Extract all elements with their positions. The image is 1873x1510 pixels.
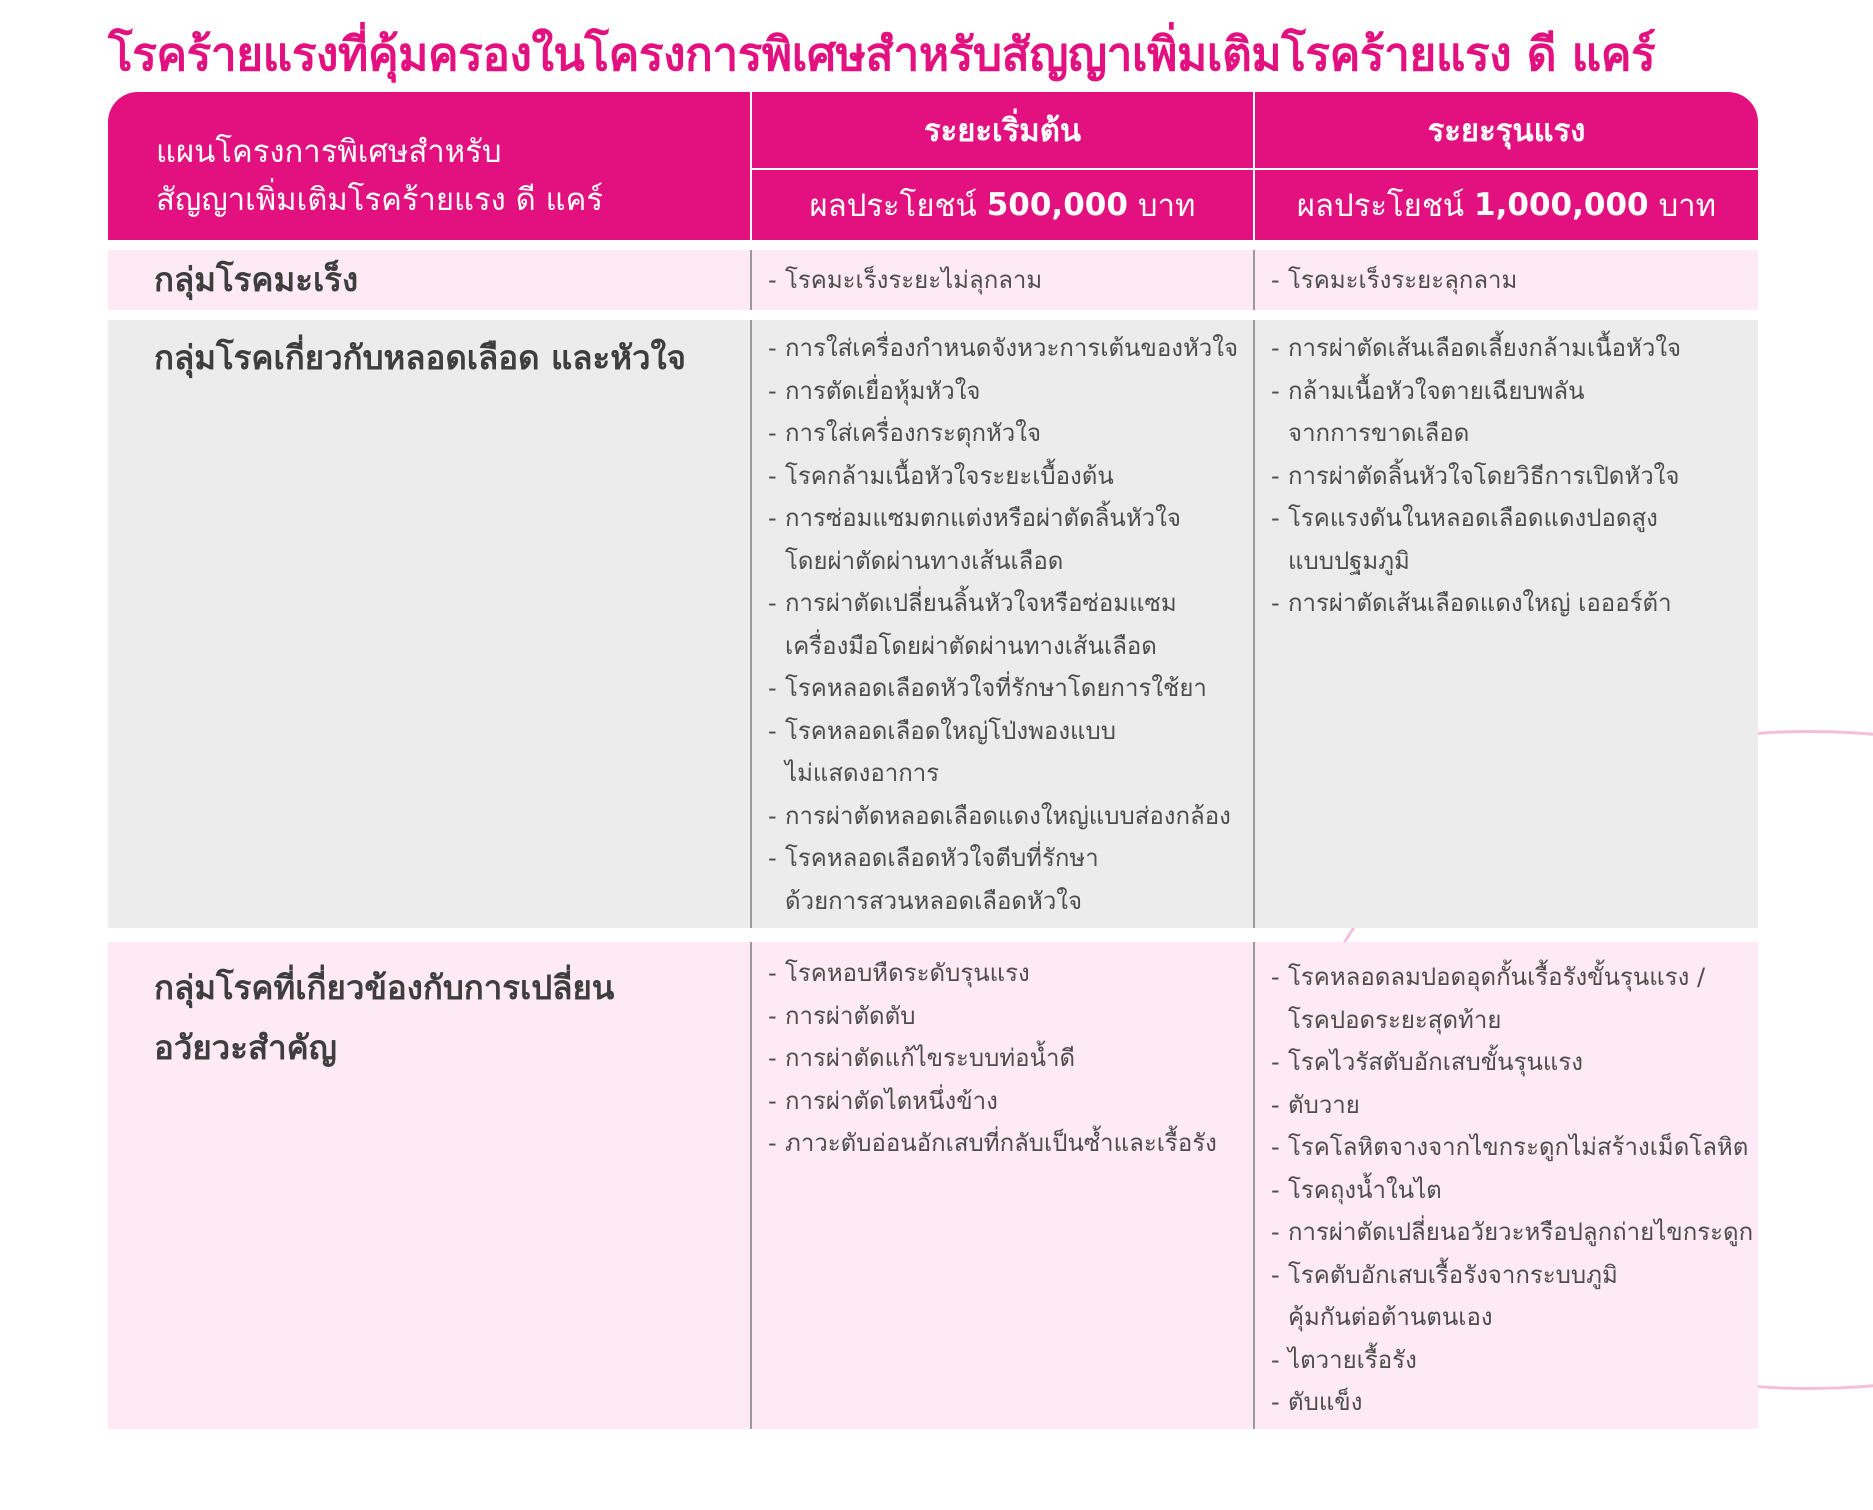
column-divider: [750, 320, 752, 928]
group-title: [154, 250, 714, 310]
early-stage-benefit: [752, 170, 1253, 240]
list-item: - การผ่าตัดลิ้นหัวใจโดยวิธีการเปิดหัวใจ: [1271, 455, 1681, 498]
group-row-organ: [108, 942, 1758, 1429]
group-row-cancer: [108, 250, 1758, 310]
list-item: - โรคหอบหืดระดับรุนแรง: [768, 952, 1217, 995]
list-item: - โรคมะเร็งระยะไม่ลุกลาม: [768, 259, 1042, 302]
list-item: - การผ่าตัดหลอดเลือดแดงใหญ่แบบส่องกล้อง: [768, 795, 1238, 838]
severe-stage-header: ระยะรุนแรง: [1427, 113, 1586, 149]
benefit-amount: 500,000: [986, 187, 1128, 223]
list-item: - การผ่าตัดแก้ไขระบบท่อน้ำดี: [768, 1037, 1217, 1080]
group-title-line: กลุ่มโรคมะเร็ง: [154, 260, 359, 299]
column-divider: [750, 942, 752, 1429]
list-item: - โรคหลอดเลือดใหญ่โป่งพองแบบ ไม่แสดงอาการ: [768, 710, 1238, 795]
group-row-cardiovascular: [108, 320, 1758, 928]
list-item: - โรคหลอดลมปอดอุดกั้นเรื้อรังขั้นรุนแรง / โรคปอดระยะสุดท้าย: [1271, 956, 1753, 1041]
column-divider: [1253, 250, 1255, 310]
list-item: - โรคมะเร็งระยะลุกลาม: [1271, 259, 1517, 302]
plan-header-line: สัญญาเพิ่มเติมโรคร้ายแรง ดี แคร์: [156, 182, 604, 218]
list-item: - โรคกล้ามเนื้อหัวใจระยะเบื้องต้น: [768, 455, 1238, 498]
list-item: - โรคไวรัสตับอักเสบขั้นรุนแรง: [1271, 1041, 1753, 1084]
plan-header: [156, 128, 716, 224]
benefit-prefix: ผลประโยชน์: [809, 188, 977, 224]
benefit-amount: 1,000,000: [1474, 187, 1649, 223]
table-header: [108, 92, 1758, 240]
group-title: [154, 958, 714, 1078]
page-title: โรคร้ายแรงที่คุ้มครองในโครงการพิเศษสำหรับสัญญาเพิ่มเติมโรคร้ายแรง ดี แคร์: [108, 27, 1656, 81]
list-item: - โรคถุงน้ำในไต: [1271, 1169, 1753, 1212]
benefit-unit: บาท: [1137, 188, 1196, 224]
benefit-prefix: ผลประโยชน์: [1296, 188, 1465, 224]
list-item: - การผ่าตัดไตหนึ่งข้าง: [768, 1080, 1217, 1123]
severe-stage-benefit: [1255, 170, 1758, 240]
list-item: - ไตวายเรื้อรัง: [1271, 1339, 1753, 1382]
list-item: - ภาวะตับอ่อนอักเสบที่กลับเป็นซ้ำและเรื้อรัง: [768, 1122, 1217, 1165]
list-item: - การตัดเยื่อหุ้มหัวใจ: [768, 370, 1238, 413]
early-stage-list: [768, 259, 1042, 302]
coverage-table: [108, 92, 1758, 1429]
early-stage-list: [768, 952, 1217, 1165]
plan-header-line: แผนโครงการพิเศษสำหรับ: [156, 134, 502, 170]
group-title: [154, 328, 714, 388]
column-divider: [1253, 942, 1255, 1429]
early-stage-list: [768, 327, 1238, 922]
list-item: - การผ่าตัดเส้นเลือดเลี้ยงกล้ามเนื้อหัวใจ: [1271, 327, 1681, 370]
list-item: - โรคโลหิตจางจากไขกระดูกไม่สร้างเม็ดโลหิต: [1271, 1126, 1753, 1169]
column-divider: [750, 250, 752, 310]
list-item: - การผ่าตัดตับ: [768, 995, 1217, 1038]
severe-stage-list: [1271, 259, 1517, 302]
group-title-line: กลุ่มโรคที่เกี่ยวข้องกับการเปลี่ยน: [154, 968, 615, 1007]
severe-stage-list: [1271, 327, 1681, 625]
list-item: - โรคแรงดันในหลอดเลือดแดงปอดสูง แบบปฐมภูมิ: [1271, 497, 1681, 582]
list-item: - การผ่าตัดเปลี่ยนลิ้นหัวใจหรือซ่อมแซม เครื่องมือโดยผ่าตัดผ่านทางเส้นเลือด: [768, 582, 1238, 667]
column-divider: [1253, 320, 1255, 928]
list-item: - การผ่าตัดเส้นเลือดแดงใหญ่ เอออร์ต้า: [1271, 582, 1681, 625]
list-item: - ตับแข็ง: [1271, 1381, 1753, 1424]
list-item: - โรคหลอดเลือดหัวใจตีบที่รักษา ด้วยการสวนหลอดเลือดหัวใจ: [768, 837, 1238, 922]
list-item: - การผ่าตัดเปลี่ยนอวัยวะหรือปลูกถ่ายไขกระดูก: [1271, 1211, 1753, 1254]
severe-stage-list: [1271, 956, 1753, 1424]
list-item: - กล้ามเนื้อหัวใจตายเฉียบพลัน จากการขาดเลือด: [1271, 370, 1681, 455]
list-item: - การซ่อมแซมตกแต่งหรือผ่าตัดลิ้นหัวใจ โดยผ่าตัดผ่านทางเส้นเลือด: [768, 497, 1238, 582]
group-title-line: อวัยวะสำคัญ: [154, 1028, 337, 1067]
list-item: - การใส่เครื่องกระตุกหัวใจ: [768, 412, 1238, 455]
early-stage-header: ระยะเริ่มต้น: [923, 113, 1082, 149]
list-item: - การใส่เครื่องกำหนดจังหวะการเต้นของหัวใจ: [768, 327, 1238, 370]
list-item: - โรคหลอดเลือดหัวใจที่รักษาโดยการใช้ยา: [768, 667, 1238, 710]
benefit-unit: บาท: [1658, 188, 1717, 224]
list-item: - โรคตับอักเสบเรื้อรังจากระบบภูมิ คุ้มกันต่อต้านตนเอง: [1271, 1254, 1753, 1339]
list-item: - ตับวาย: [1271, 1084, 1753, 1127]
group-title-line: กลุ่มโรคเกี่ยวกับหลอดเลือด และหัวใจ: [154, 338, 686, 377]
